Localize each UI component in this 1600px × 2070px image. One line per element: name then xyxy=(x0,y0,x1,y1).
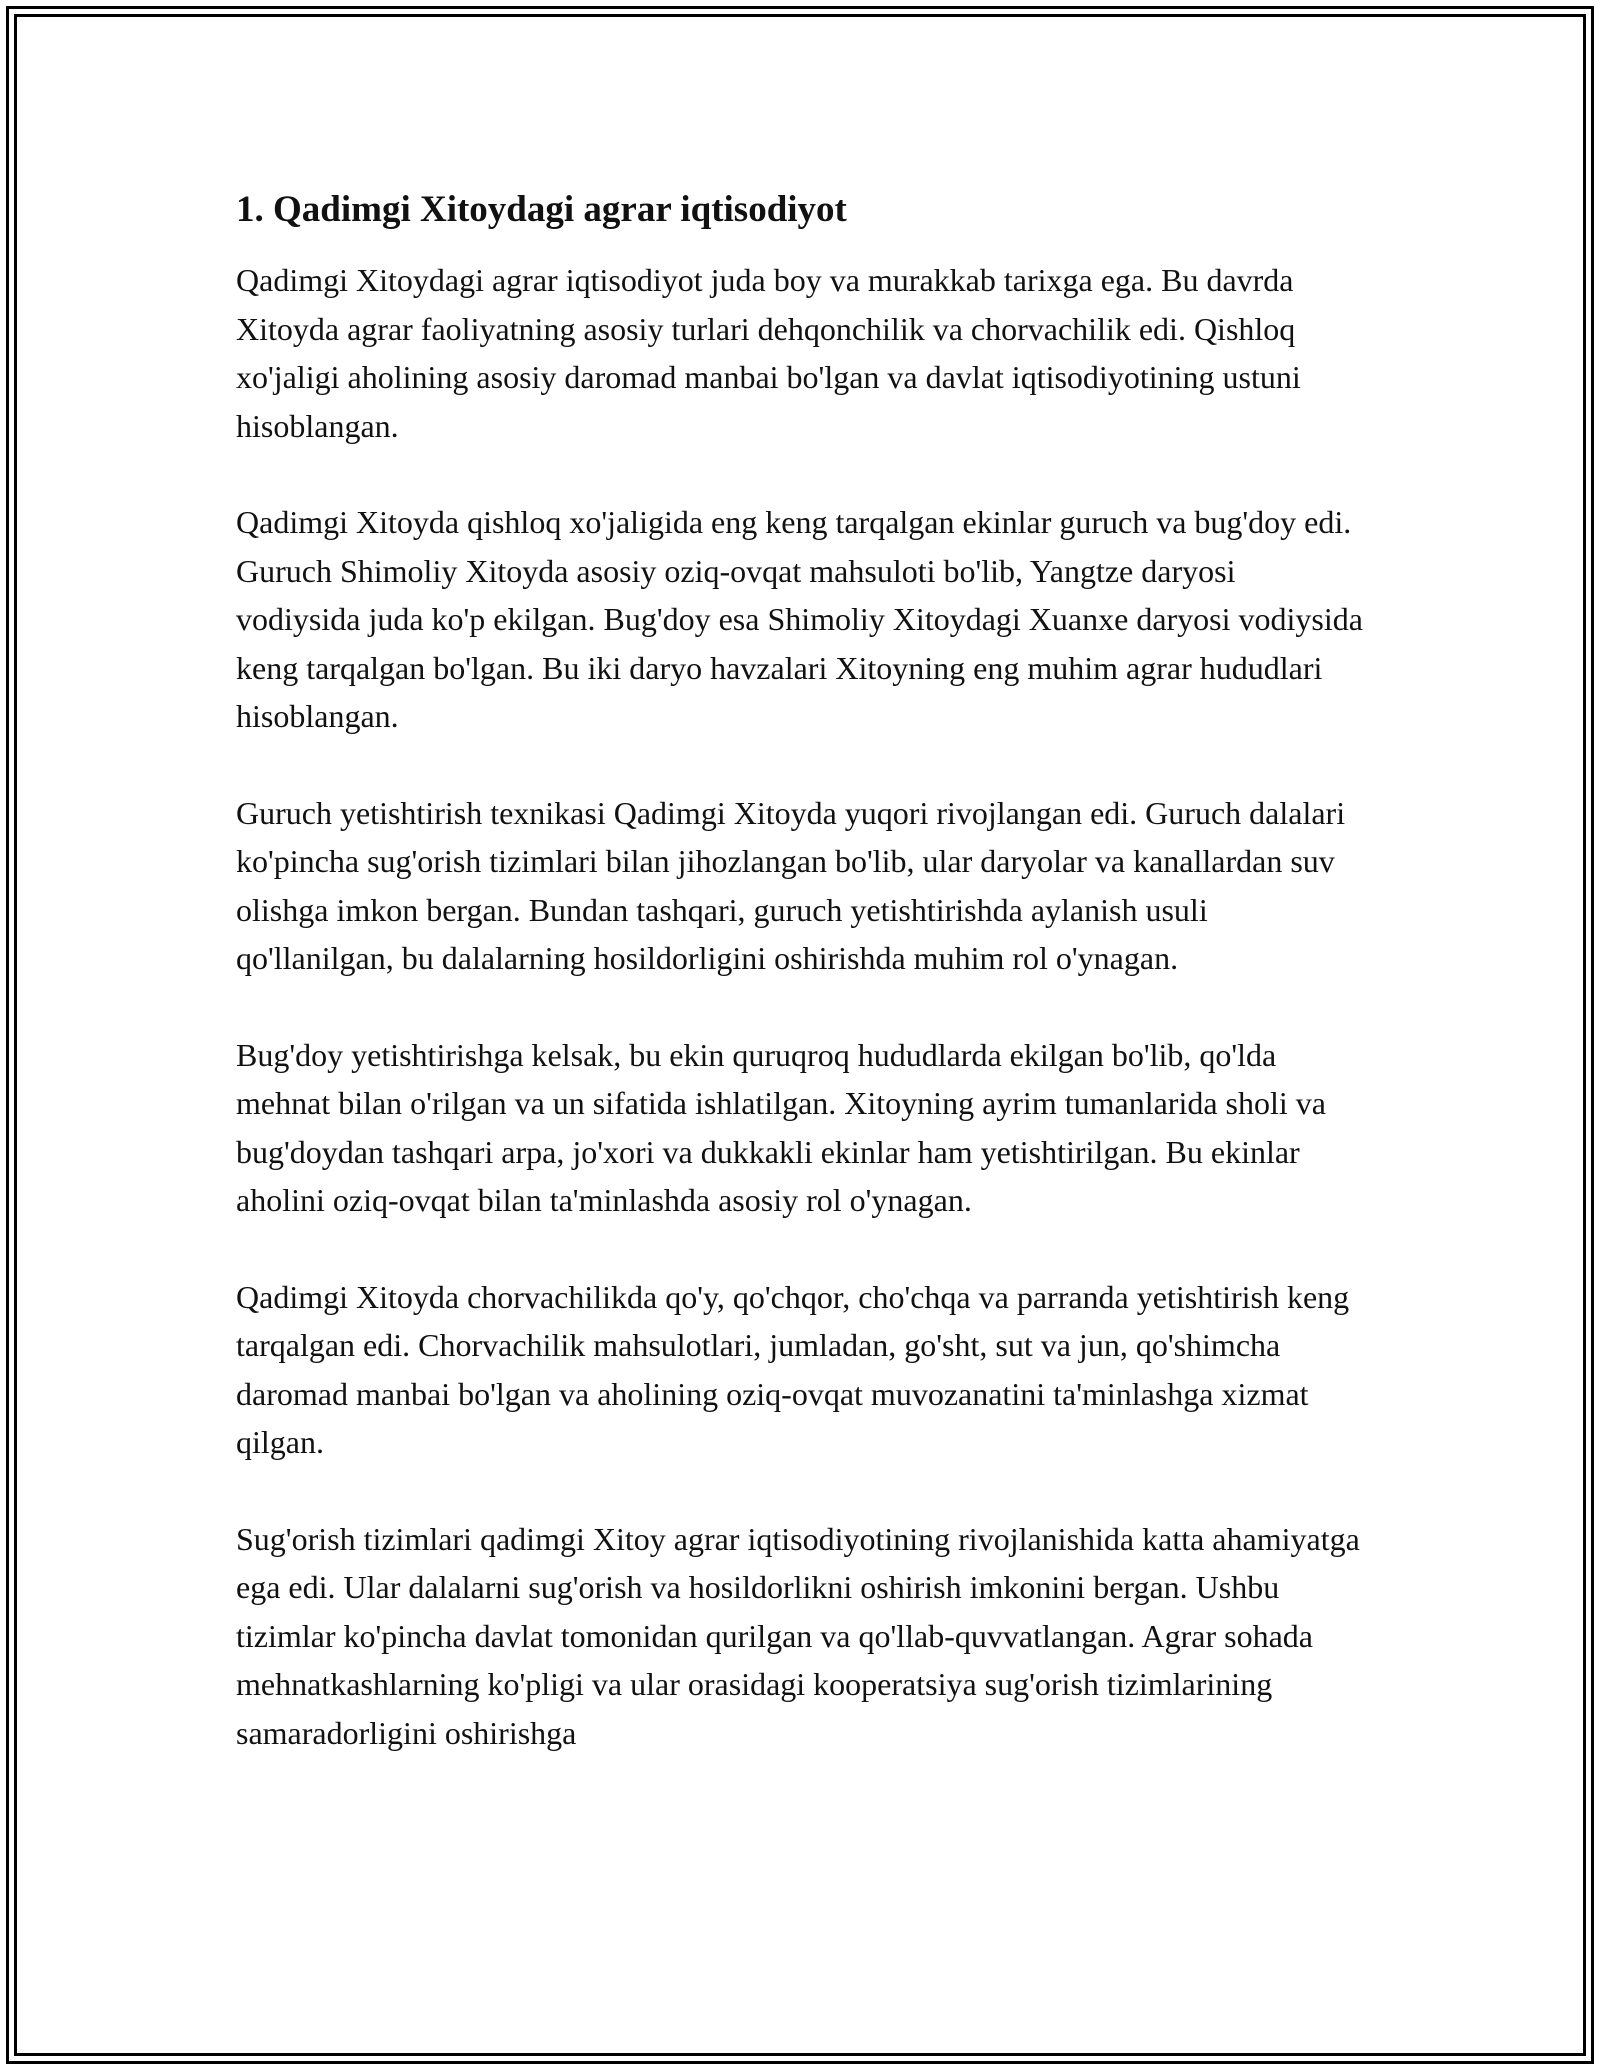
section-heading: 1. Qadimgi Xitoydagi agrar iqtisodiyot xyxy=(236,189,847,230)
paragraph-5: Qadimgi Xitoyda chorvachilikda qo'y, qo'chqor, cho'chqa va parranda yetishtirish keng tarqalgan edi. Chorvachilik mahsulotlari, jumladan, go'sht, sut va jun, qo'shimcha daromad manbai bo'lgan va aholining oziq-ovqat muvozanatini ta'minlashga xizmat qilgan. xyxy=(236,1278,1350,1460)
paragraph-4: Bug'doy yetishtirishga kelsak, bu ekin quruqroq hududlarda ekilgan bo'lib, qo'lda mehnat bilan o'rilgan va un sifatida ishlatilgan. Xitoyning ayrim tumanlarida sholi va bug'doydan tashqari arpa, jo'xori va dukkakli ekinlar ham yetishtirilgan. Bu ekinlar aholini oziq-ovqat bilan ta'minlashda asosiy rol o'ynagan. xyxy=(236,1036,1326,1218)
paragraph-6: Sug'orish tizimlari qadimgi Xitoy agrar iqtisodiyotining rivojlanishida katta ahamiyatga ega edi. Ular dalalarni sug'orish va hosildorlikni oshirish imkonini bergan. Ushbu tizimlar ko'pincha davlat tomonidan qurilgan va qo'llab-quvvatlangan. Agrar sohada mehnatkashlarning ko'pligi va ular orasidagi kooperatsiya sug'orish tizimlarining samaradorligini oshirishga xyxy=(236,1520,1360,1751)
paragraph-1: Qadimgi Xitoydagi agrar iqtisodiyot juda boy va murakkab tarixga ega. Bu davrda Xitoyda agrar faoliyatning asosiy turlari dehqonchilik va chorvachilik edi. Qishloq xo'jaligi aholining asosiy daromad manbai bo'lgan va davlat iqtisodiyotining ustuni hisoblangan. xyxy=(236,262,1301,444)
paragraph-2: Qadimgi Xitoyda qishloq xo'jaligida eng keng tarqalgan ekinlar guruch va bug'doy edi. Guruch Shimoliy Xitoyda asosiy oziq-ovqat mahsuloti bo'lib, Yangtze daryosi vodiysida juda ko'p ekilgan. Bug'doy esa Shimoliy Xitoydagi Xuanxe daryosi vodiysida keng tarqalgan bo'lgan. Bu iki daryo havzalari Xitoyning eng muhim agrar hududlari hisoblangan. xyxy=(236,504,1363,734)
document-body xyxy=(236,186,1366,1805)
paragraph-3: Guruch yetishtirish texnikasi Qadimgi Xitoyda yuqori rivojlangan edi. Guruch dalalari ko'pincha sug'orish tizimlari bilan jihozlangan bo'lib, ular daryolar va kanallardan suv olishga imkon bergan. Bundan tashqari, guruch yetishtirishda aylanish usuli qo'llanilgan, bu dalalarning hosildorligini oshirishda muhim rol o'ynagan. xyxy=(236,794,1346,976)
